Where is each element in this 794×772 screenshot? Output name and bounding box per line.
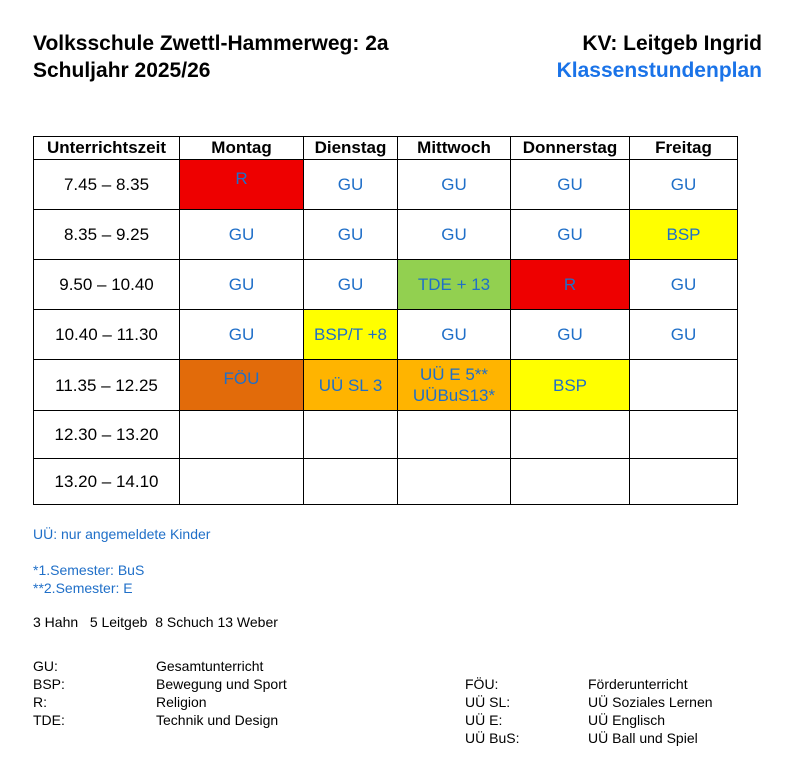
time-slot: 11.35 – 12.25	[34, 360, 180, 411]
lesson-cell-wednesday: GU	[398, 160, 511, 210]
timetable-row	[34, 310, 738, 360]
lesson-cell-wednesday: TDE + 13	[398, 260, 511, 310]
legend-abbr: R:	[33, 694, 47, 710]
school-year: Schuljahr 2025/26	[33, 59, 211, 82]
lesson-cell-friday	[630, 360, 738, 411]
lesson-cell-friday	[630, 411, 738, 459]
lesson-cell-tuesday: GU	[304, 160, 398, 210]
timetable-row	[34, 160, 738, 210]
header-time: Unterrichtszeit	[34, 137, 180, 160]
timetable-row	[34, 210, 738, 260]
legend-abbr: BSP:	[33, 676, 65, 692]
legend-row	[33, 675, 287, 693]
header-thursday: Donnerstag	[511, 137, 630, 160]
lesson-cell-tuesday: UÜ SL 3	[304, 360, 398, 411]
lesson-cell-thursday: R	[511, 260, 630, 310]
note-semester-2: **2.Semester: E	[33, 580, 133, 596]
timetable-header-row	[34, 137, 738, 160]
lesson-cell-friday: GU	[630, 260, 738, 310]
lesson-cell-thursday: BSP	[511, 360, 630, 411]
legend-abbr: TDE:	[33, 712, 65, 728]
lesson-cell-monday	[180, 411, 304, 459]
lesson-cell-tuesday: GU	[304, 260, 398, 310]
legend-desc: Gesamtunterricht	[156, 658, 264, 674]
header-tuesday: Dienstag	[304, 137, 398, 160]
lesson-cell-wednesday	[398, 411, 511, 459]
time-slot: 12.30 – 13.20	[34, 411, 180, 459]
lesson-cell-monday: R	[180, 160, 304, 210]
legend-right	[465, 675, 713, 747]
timetable-row	[34, 260, 738, 310]
lesson-cell-thursday	[511, 459, 630, 505]
time-slot: 8.35 – 9.25	[34, 210, 180, 260]
time-slot: 9.50 – 10.40	[34, 260, 180, 310]
legend-row	[33, 693, 287, 711]
lesson-cell-thursday: GU	[511, 160, 630, 210]
legend-row	[465, 729, 713, 747]
lesson-cell-tuesday	[304, 459, 398, 505]
legend-abbr: FÖU:	[465, 676, 499, 692]
legend-left	[33, 657, 287, 729]
lesson-cell-friday: BSP	[630, 210, 738, 260]
lesson-cell-monday: GU	[180, 210, 304, 260]
lesson-cell-wednesday: UÜ E 5** UÜBuS13*	[398, 360, 511, 411]
lesson-cell-thursday: GU	[511, 210, 630, 260]
lesson-cell-monday: FÖU	[180, 360, 304, 411]
lesson-cell-monday: GU	[180, 260, 304, 310]
lesson-cell-monday: GU	[180, 310, 304, 360]
lesson-cell-tuesday	[304, 411, 398, 459]
class-teacher: KV: Leitgeb Ingrid	[582, 32, 762, 55]
note-semester-1: *1.Semester: BuS	[33, 562, 145, 578]
lesson-cell-friday	[630, 459, 738, 505]
legend-desc: UÜ Soziales Lernen	[588, 694, 713, 710]
legend-desc: Bewegung und Sport	[156, 676, 287, 692]
legend-row	[465, 675, 713, 693]
lesson-cell-wednesday	[398, 459, 511, 505]
time-slot: 10.40 – 11.30	[34, 310, 180, 360]
header-wednesday: Mittwoch	[398, 137, 511, 160]
header-monday: Montag	[180, 137, 304, 160]
lesson-cell-friday: GU	[630, 160, 738, 210]
legend-abbr: UÜ BuS:	[465, 730, 520, 746]
lesson-cell-thursday: GU	[511, 310, 630, 360]
lesson-cell-tuesday: GU	[304, 210, 398, 260]
time-slot: 7.45 – 8.35	[34, 160, 180, 210]
plan-title: Klassenstundenplan	[556, 59, 762, 82]
legend-abbr: GU:	[33, 658, 58, 674]
school-title: Volksschule Zwettl-Hammerweg: 2a	[33, 32, 389, 55]
legend-desc: Technik und Design	[156, 712, 279, 728]
legend-abbr: UÜ E:	[465, 712, 503, 728]
legend-desc: UÜ Ball und Spiel	[588, 730, 698, 746]
teacher-list: 3 Hahn 5 Leitgeb 8 Schuch 13 Weber	[33, 614, 278, 630]
timetable-row	[34, 411, 738, 459]
lesson-cell-friday: GU	[630, 310, 738, 360]
legend-row	[33, 657, 287, 675]
note-uu: UÜ: nur angemeldete Kinder	[33, 526, 211, 542]
lesson-cell-wednesday: GU	[398, 210, 511, 260]
lesson-cell-wednesday: GU	[398, 310, 511, 360]
lesson-cell-monday	[180, 459, 304, 505]
timetable	[33, 136, 738, 505]
legend-desc: UÜ Englisch	[588, 712, 666, 728]
lesson-cell-thursday	[511, 411, 630, 459]
legend-desc: Förderunterricht	[588, 676, 688, 692]
legend-desc: Religion	[156, 694, 207, 710]
legend-row	[465, 711, 713, 729]
timetable-row	[34, 459, 738, 505]
lesson-cell-tuesday: BSP/T +8	[304, 310, 398, 360]
legend-row	[33, 711, 287, 729]
time-slot: 13.20 – 14.10	[34, 459, 180, 505]
legend-abbr: UÜ SL:	[465, 694, 511, 710]
header-friday: Freitag	[630, 137, 738, 160]
legend-row	[465, 693, 713, 711]
timetable-row	[34, 360, 738, 411]
